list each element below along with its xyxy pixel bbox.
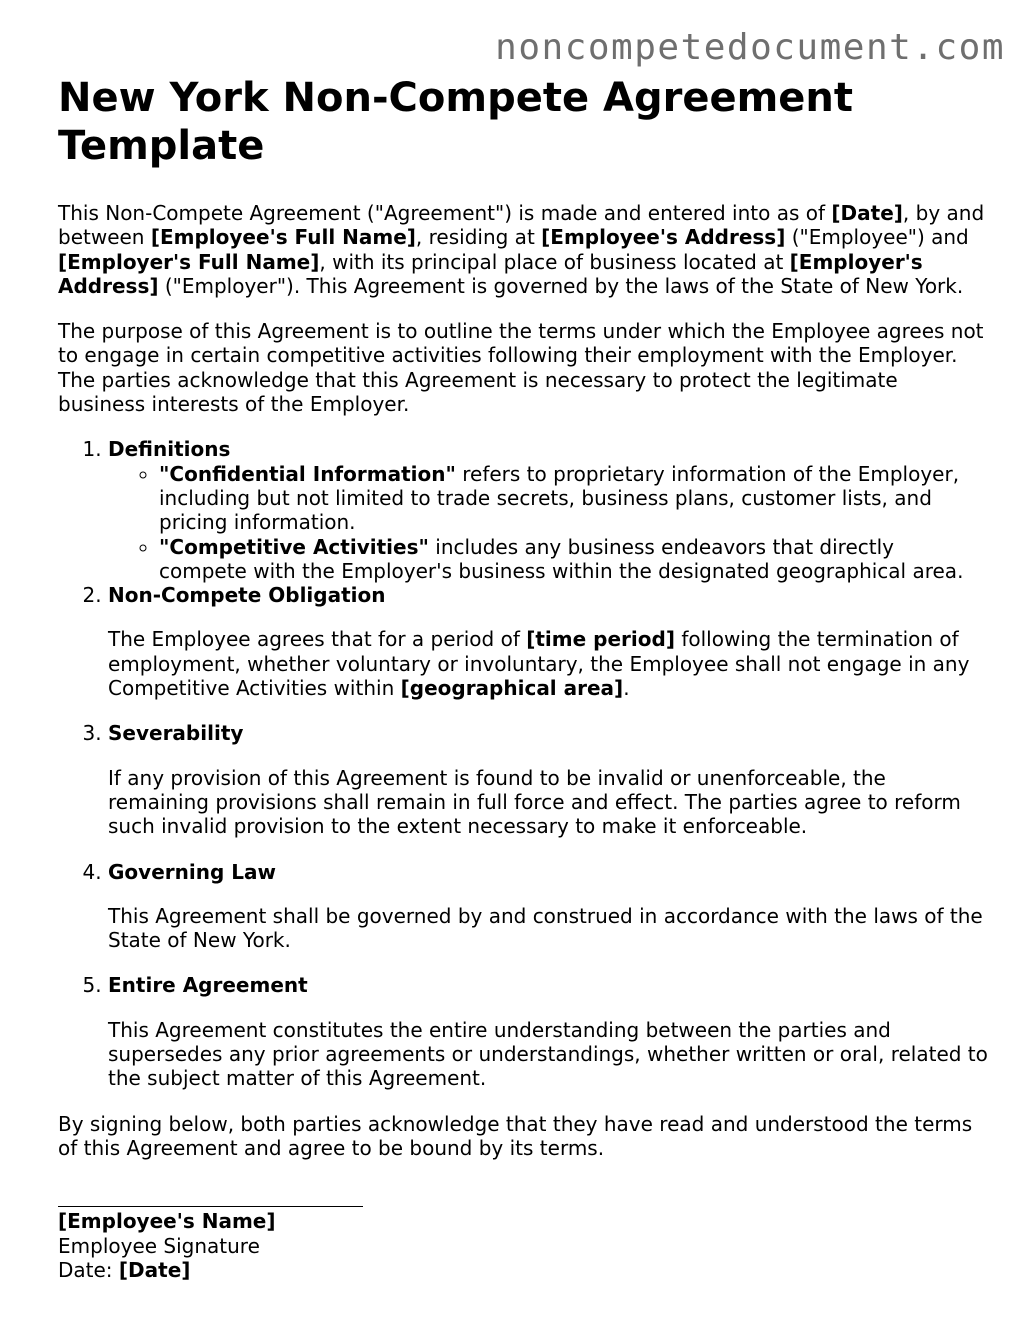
section-body: If any provision of this Agreement is found to be invalid or unenforceable, the remaining provisions shall remain in full force and effect. The parties agree to reform such invalid provision to the extent necessary to make it enforceable. <box>108 765 961 839</box>
employee-name-placeholder: [Employee's Full Name] <box>150 225 416 250</box>
section-title: Severability <box>108 721 244 746</box>
employee-address-placeholder: [Employee's Address] <box>541 225 786 250</box>
section-title: Entire Agreement <box>108 973 308 998</box>
section-severability <box>108 721 988 838</box>
section-body: This Agreement constitutes the entire understanding between the parties and supersedes any prior agreements or understandings, whether written or oral, related to the subject matter of this Agreement. <box>108 1017 988 1091</box>
signature-line[interactable] <box>58 1196 363 1207</box>
definition-item: ◦ "Competitive Activities" includes any business endeavors that directly compete with the Employer's business within the designated geographical area. <box>159 535 988 584</box>
section-non-compete <box>108 583 988 700</box>
sections-list <box>58 437 988 1090</box>
section-title: Non-Compete Obligation <box>108 583 386 608</box>
time-period-placeholder: [time period] <box>526 627 675 652</box>
purpose-paragraph: The purpose of this Agreement is to outline the terms under which the Employee agrees not to engage in certain competitive activities following their employment with the Employer. The parties acknowledge that this Agreement is necessary to protect the legitimate business interests of the Employer. <box>58 319 984 417</box>
closing-paragraph: By signing below, both parties acknowledge that they have read and understood the terms of this Agreement and agree to be bound by its terms. <box>58 1111 973 1160</box>
section-body: This Agreement shall be governed by and construed in accordance with the laws of the State of New York. <box>108 903 983 953</box>
definitions-list <box>108 462 988 583</box>
section-title: Governing Law <box>108 859 276 884</box>
section-body: The Employee agrees that for a period of [time period] following the termination of employment, whether voluntary or involuntary, the Employee shall not engage in any Competitive Activities within [geographical area]. <box>108 627 970 701</box>
signature-block <box>58 1196 363 1282</box>
employer-address-placeholder: [Employer's Address] <box>58 249 923 298</box>
section-governing-law <box>108 860 988 953</box>
signer-name: [Employee's Name] <box>58 1209 276 1234</box>
section-title: Definitions <box>108 437 231 462</box>
employer-name-placeholder: [Employer's Full Name] <box>58 249 320 274</box>
date-placeholder: [Date] <box>831 201 903 225</box>
watermark-text: noncompetedocument.com <box>495 27 1005 68</box>
definition-item: ◦ "Confidential Information" refers to proprietary information of the Employer, including but not limited to trade secrets, business plans, customer lists, and pricing information. <box>159 462 988 535</box>
section-entire-agreement <box>108 973 988 1090</box>
geographical-area-placeholder: [geographical area] <box>400 676 624 701</box>
signature-date: Date: [Date] <box>58 1257 191 1282</box>
document-page <box>58 74 988 1282</box>
section-definitions <box>108 437 988 583</box>
intro-paragraph: This Non-Compete Agreement ("Agreement") is made and entered into as of [Date], by and between [Employee's Full Name], residing at [Employee's Address] ("Employee") and [Employer's Full Name], with its principal place of business located at [Employer's Address] ("Employer"). This Agreement is governed by the laws of the State of New York. <box>58 201 985 298</box>
document-title: New York Non-Compete Agreement Template <box>58 75 853 169</box>
signature-label: Employee Signature <box>58 1233 260 1258</box>
